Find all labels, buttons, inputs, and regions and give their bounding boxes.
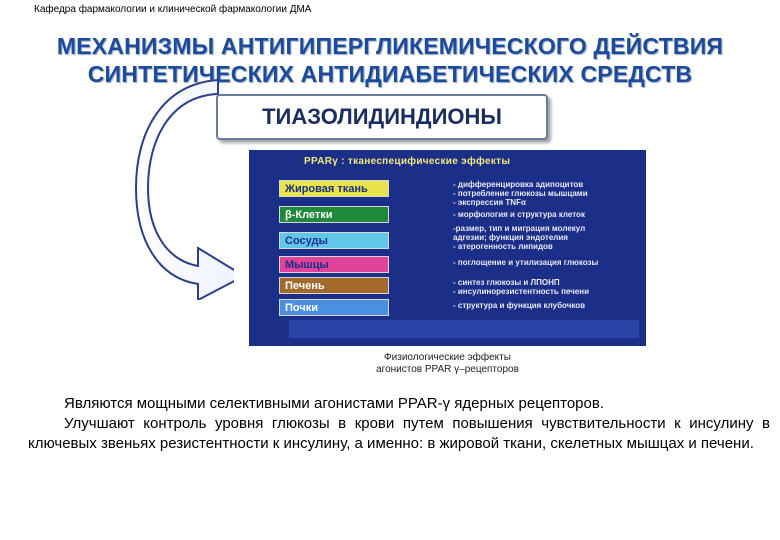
- department-note: Кафедра фармакологии и клинической фармакологии ДМА: [34, 4, 312, 15]
- paragraph-1: Являются мощными селективными агонистами PPAR-γ ядерных рецепторов.: [64, 395, 604, 412]
- figure-title: PPARγ : тканеспецифические эффекты: [304, 156, 511, 167]
- figure-panel: [249, 150, 646, 346]
- effect-muscle: - поглощение и утилизация глюкозы: [453, 258, 599, 267]
- page-title: [0, 32, 780, 88]
- tissue-liver: Печень: [279, 277, 389, 294]
- tissue-beta-cells: β-Клетки: [279, 206, 389, 223]
- effect-kidney: - структура и функция клубочков: [453, 301, 586, 310]
- ppar-figure: [234, 150, 664, 382]
- figure-caption: Физиологические эффекты агонистов PPAR γ–рецепторов: [376, 352, 519, 375]
- effect-vessels: -размер, тип и миграция молекул адгезии; функция эндотелия - атерогенность липидов: [453, 224, 586, 251]
- class-label: ТИАЗОЛИДИНДИОНЫ: [262, 104, 502, 129]
- tissue-vessels: Сосуды: [279, 232, 389, 249]
- tissue-adipose: Жировая ткань: [279, 180, 389, 197]
- paragraph-2: Улучшают контроль уровня глюкозы в крови путем повышения чувствительности к инсулину в ключевых звеньях резистентности к инсулину, а именно: в жировой ткани, скелетных мышцах и печени.: [28, 415, 770, 452]
- title-line-1: МЕХАНИЗМЫ АНТИГИПЕРГЛИКЕМИЧЕСКОГО ДЕЙСТВИЯ: [56, 33, 724, 59]
- class-label-box: [216, 94, 548, 140]
- effect-adipose: - дифференцировка адипоцитов - потребление глюкозы мышцами - экспрессия TNFα: [453, 180, 588, 207]
- body-text: [28, 394, 770, 454]
- title-line-2: СИНТЕТИЧЕСКИХ АНТИДИАБЕТИЧЕСКИХ СРЕДСТВ: [87, 61, 693, 87]
- tissue-muscle: Мышцы: [279, 256, 389, 273]
- figure-band: [289, 320, 639, 338]
- effect-liver: - синтез глюкозы и ЛПОНП - инсулинорезистентность печени: [453, 278, 589, 296]
- tissue-kidney: Почки: [279, 299, 389, 316]
- effect-beta-cells: - морфология и структура клеток: [453, 210, 585, 219]
